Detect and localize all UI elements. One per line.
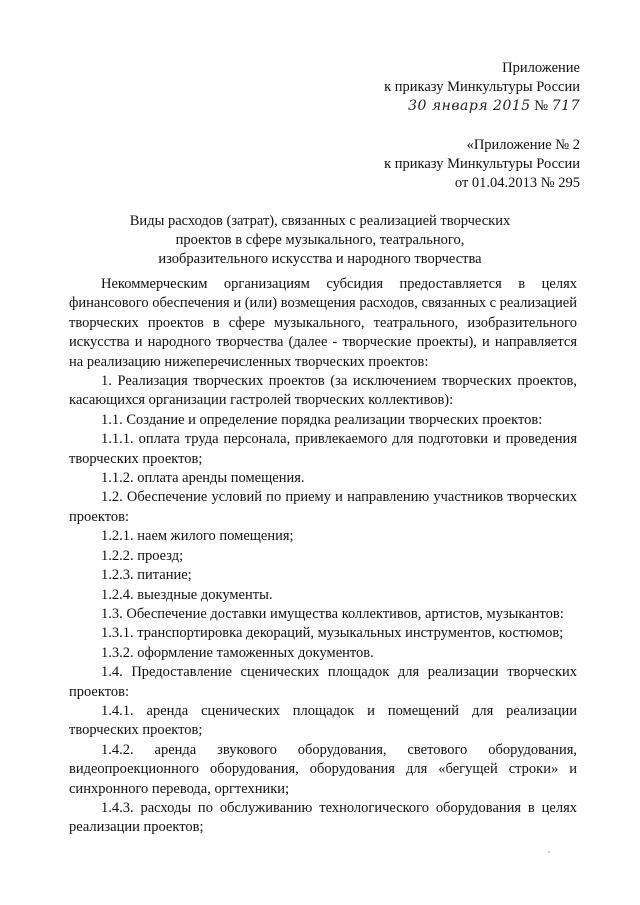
paragraph-1-2-2: 1.2.2. проезд; <box>101 547 184 564</box>
paragraph-1-4-2: 1.4.2. аренда звукового оборудования, светового оборудования, видеопроекционного оборудования, оборудования для «бегущей строки» и синхронного перевода, оргтехники; <box>69 741 577 797</box>
order-reference: к приказу Минкультуры России <box>384 79 580 95</box>
appendix-label: Приложение <box>502 60 580 76</box>
document-title <box>120 212 520 269</box>
date-number-line <box>384 97 580 116</box>
paragraph-1-1: 1.1. Создание и определение порядка реализации творческих проектов: <box>101 411 543 428</box>
appendix-2-order-reference: к приказу Минкультуры России <box>384 156 580 172</box>
scan-speck <box>548 851 550 853</box>
paragraph-1-3-1: 1.3.1. транспортировка декораций, музыкальных инструментов, костюмов; <box>101 625 564 642</box>
paragraph-1-3-2: 1.3.2. оформление таможенных документов. <box>101 644 374 661</box>
appendix-2-header <box>384 136 580 193</box>
handwritten-number: 717 <box>551 98 580 114</box>
handwritten-date: 30 января 2015 <box>408 98 531 114</box>
document-body <box>69 275 577 838</box>
title-line-1: Виды расходов (затрат), связанных с реализацией творческих <box>129 213 511 229</box>
paragraph-1-1-2: 1.1.2. оплата аренды помещения. <box>101 470 305 487</box>
number-sign: № <box>534 98 549 114</box>
appendix-header <box>384 59 580 116</box>
paragraph-1-3: 1.3. Обеспечение доставки имущества коллективов, артистов, музыкантов: <box>101 605 564 622</box>
title-line-2: проектов в сфере музыкального, театрального, <box>175 232 465 248</box>
paragraph-1-1-1: 1.1.1. оплата труда персонала, привлекаемого для подготовки и проведения творческих проектов; <box>69 431 577 467</box>
paragraph-intro: Некоммерческим организациям субсидия предоставляется в целях финансового обеспечения и (или) возмещения расходов, связанных с реализацией творческих проектов в сфере музыкального, театрального, изобразительного искусства и народного творчества (далее - творческие проекты), и направляется на реализацию нижеперечисленных творческих проектов: <box>69 276 577 370</box>
paragraph-1-2: 1.2. Обеспечение условий по приему и направлению участников творческих проектов: <box>69 489 577 525</box>
paragraph-1-2-3: 1.2.3. питание; <box>101 567 192 584</box>
paragraph-1: 1. Реализация творческих проектов (за исключением творческих проектов, касающихся организации гастролей творческих коллективов): <box>69 373 577 409</box>
paragraph-1-2-4: 1.2.4. выездные документы. <box>101 586 273 603</box>
paragraph-1-4: 1.4. Предоставление сценических площадок для реализации творческих проектов: <box>69 664 577 700</box>
paragraph-1-4-3: 1.4.3. расходы по обслуживанию технологического оборудования в целях реализации проектов; <box>69 799 577 836</box>
title-line-3: изобразительного искусства и народного творчества <box>158 251 482 267</box>
appendix-2-date: от 01.04.2013 № 295 <box>454 175 580 191</box>
appendix-2-label: «Приложение № 2 <box>466 137 580 153</box>
paragraph-1-4-1: 1.4.1. аренда сценических площадок и помещений для реализации творческих проектов; <box>69 702 577 739</box>
paragraph-1-2-1: 1.2.1. наем жилого помещения; <box>101 528 294 545</box>
